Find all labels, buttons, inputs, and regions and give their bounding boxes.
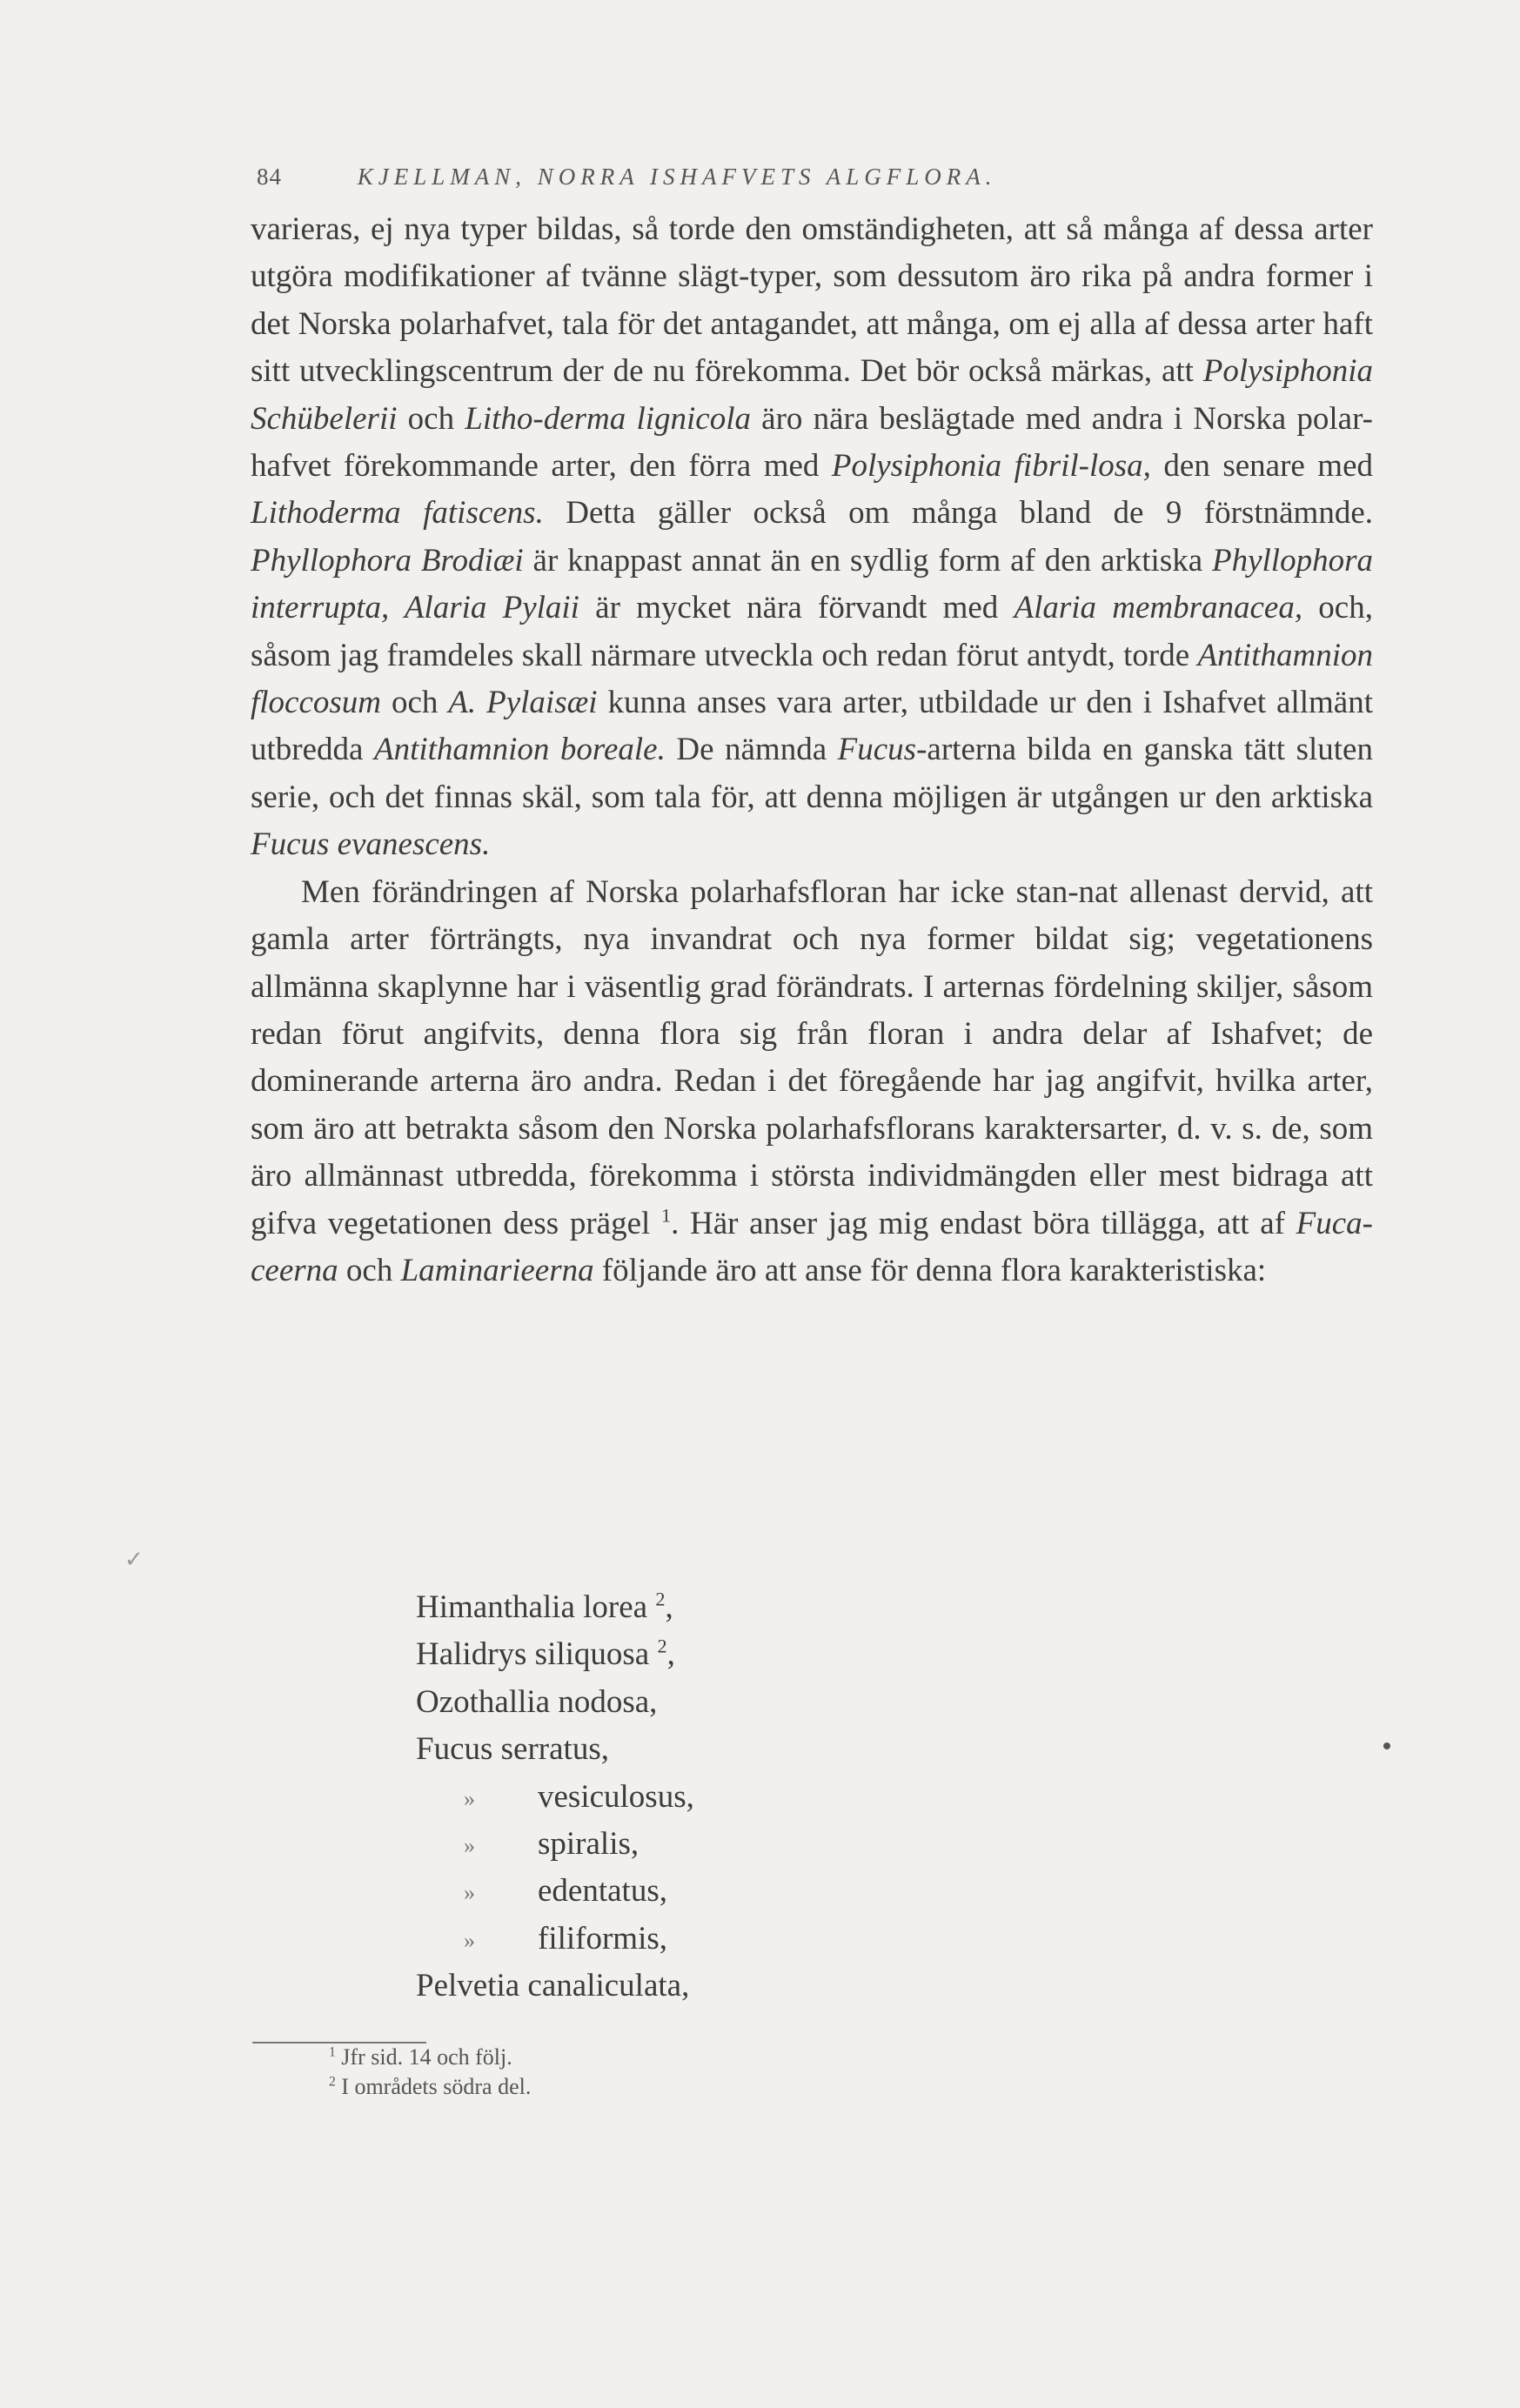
footnote-mark: 1 [329,2044,336,2060]
species-item: » spiralis, [416,1821,1286,1868]
taxon-name: Laminarieerna [400,1252,594,1288]
species-item: Halidrys siliquosa $^2$, [416,1635,675,1673]
ditto-mark: » [464,1927,475,1953]
running-title: KJELLMAN, NORRA ISHAFVETS ALGFLORA. [357,164,997,190]
text-run: De nämnda [665,732,838,768]
text-run: följande äro att anse för denna flora karakteristiska: [593,1252,1267,1288]
text-run: Men förändringen af Norska polarhafsfloran har icke stan-nat allenast dervid, att gamla arter förträngts, nya invandrat och nya former bildat sig; vegetationens allmänna skaplynne har i väsentlig grad förändrats. I arternas fördelning skiljer, såsom redan förut angifvits, denna flora sig från floran i andra delar af Ishafvet; de dominerande arterna äro andra. Redan i det föregående har jag angifvit, hvilka arter, som äro att betrakta såsom den Norska polarhafsflorans karaktersarter, d. v. s. de, som äro allmännast utbredda, förekomma i största individmängden eller mest bidraga att gifva vegetationen dess prägel [251,873,1373,1241]
text-run: . Här anser jag mig endast böra tillägga, att af [671,1205,1296,1241]
paragraph-2 [251,869,1373,1295]
taxon-name: Antithamnion boreale. [373,732,666,768]
species-item: » vesiculosus, [416,1774,1286,1821]
page-number: 84 [257,164,282,190]
taxon-name: Fuca-ceerna [251,1205,1374,1288]
species-item: » edentatus, [416,1868,1286,1915]
species-list [416,1584,1286,2010]
text-run: och, såsom jag framdeles skall närmare utveckla och redan förut antydt, torde [251,590,1373,673]
paragraph-1 [251,206,1373,869]
text-run: äro nära beslägtade med andra i Norska polar-hafvet förekommande arter, den förra med [251,400,1373,485]
taxon-name: Litho-derma lignicola [465,400,751,437]
text-run: -arterna bilda en ganska tätt sluten serie, och det finnas skäl, som tala för, att denna möjligen är utgången ur den arktiska [251,732,1373,815]
text-run: och [381,685,449,721]
ditto-mark: » [464,1880,475,1906]
ditto-mark: » [464,1785,475,1811]
footnote: $^1$ Jfr sid. 14 och följ. [329,2044,512,2070]
text-run: Detta gäller också om många bland de 9 förstnämnde. [543,495,1373,532]
footnote: $^2$ I områdets södra del. [329,2074,532,2099]
footnote-mark: 2 [329,2074,336,2090]
taxon-name: Antithamnion floccosum [251,637,1373,721]
text-run: kunna anses vara arter, utbildade ur den i Ishafvet allmänt utbredda [251,685,1373,768]
margin-mark: ✓ [124,1547,144,1572]
species-item: Fucus serratus, [416,1731,609,1768]
text-run: är mycket nära förvandt med [579,590,1014,626]
text-run: och [338,1252,401,1288]
taxon-name: Phyllophora interrupta, Alaria Pylaii [251,542,1373,626]
species-item: Ozothallia nodosa, [416,1683,658,1720]
text-run: varieras, ej nya typer bildas, så torde den omständigheten, att så många af dessa arter utgöra modifikationer af tvänne slägt-typer, som dessutom äro rika på andra former i det Norska polarhafvet, tala för det antagandet, att många, om ej alla af dessa arter haft sitt utvecklingscentrum der de nu förekomma. Det bör också märkas, att [251,211,1373,390]
footnote-ref[interactable]: 2 [657,1635,667,1658]
species-item: Pelvetia canaliculata, [416,1968,690,2004]
ditto-mark: » [464,1833,475,1859]
body-text [251,206,1373,1294]
footnote-ref[interactable]: 1 [660,1204,672,1227]
taxon-name: Polysiphonia fibril-losa, [831,448,1151,485]
taxon-name: Polysiphonia Schübelerii [251,353,1373,437]
species-item: » filiformis, [416,1916,1286,1963]
taxon-name: Fucus [837,732,917,768]
footnotes [329,2043,1199,2102]
text-run: och [397,400,465,437]
text-run: den senare med [1150,448,1373,485]
species-item: Himanthalia lorea $^2$, [416,1588,673,1625]
taxon-name: Lithoderma fatiscens. [251,495,544,532]
ink-speck [1383,1742,1390,1749]
taxon-name: Alaria membranacea, [1014,590,1303,626]
running-header [257,164,1388,191]
footnote-ref[interactable]: 2 [655,1588,666,1610]
text-run: är knappast annat än en sydlig form af den arktiska [523,542,1212,579]
taxon-name: Phyllophora Brodiæi [251,542,524,579]
taxon-name: Fucus evanescens. [251,826,491,863]
taxon-name: A. Pylaisæi [448,685,598,721]
